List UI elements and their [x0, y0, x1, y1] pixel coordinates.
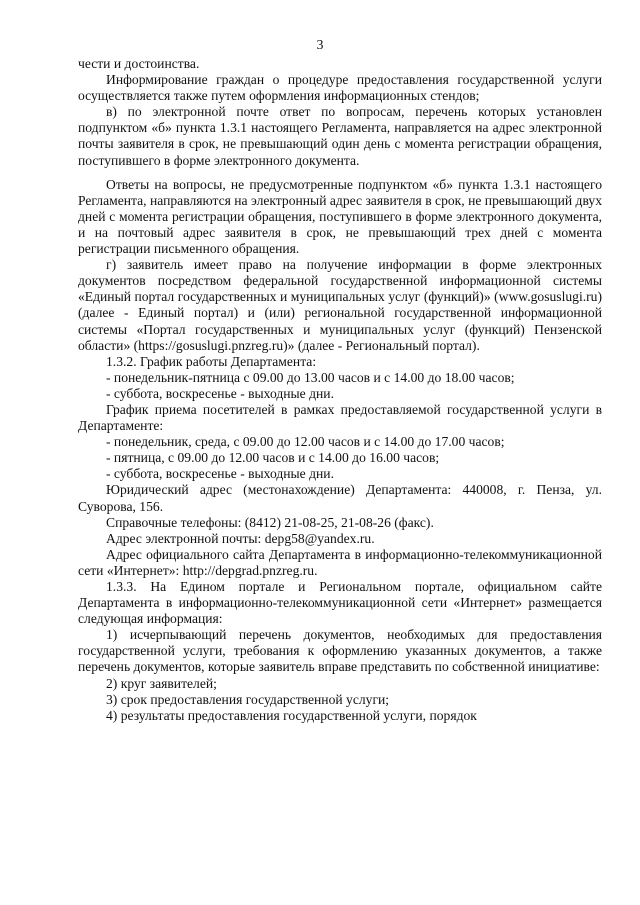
paragraph: Справочные телефоны: (8412) 21-08-25, 21-08-26 (факс).: [106, 514, 434, 530]
paragraph: 1.3.2. График работы Департамента:: [106, 353, 317, 369]
document-body: [78, 56, 602, 724]
paragraph: Адрес электронной почты: depg58@yandex.ru.: [106, 530, 375, 546]
paragraph: Адрес официального сайта Департамента в информационно-телекоммуникационной сети «Интернет»: http://depgrad.pnzreg.ru.: [78, 546, 602, 578]
paragraph: 2) круг заявителей;: [106, 675, 217, 691]
paragraph: График приема посетителей в рамках предоставляемой государственной услуги в Департаменте:: [78, 401, 602, 434]
paragraph: - суббота, воскресенье - выходные дни.: [106, 466, 334, 482]
paragraph: г) заявитель имеет право на получение информации в форме электронных документов посредством федеральной государственной информационной системы «Единый портал государственных и муниципальных услуг (функций)» (www.gosuslugi.ru) (далее - Единый портал) и (или) региональной государственной информационной системы «Портал государственных и муниципальных услуг (функций) Пензенской области» (https://gosuslugi.pnzreg.ru)» (далее - Региональный портал).: [78, 257, 602, 353]
paragraph: 1) исчерпывающий перечень документов, необходимых для предоставления государственной услуги, требования к оформлению указанных документов, а также перечень документов, которые заявитель вправе представить по собственной инициативе:: [78, 627, 602, 675]
paragraph: Информирование граждан о процедуре предоставления государственной услуги осуществляется также путем оформления информационных стендов;: [78, 72, 602, 104]
paragraph: Ответы на вопросы, не предусмотренные подпунктом «б» пункта 1.3.1 настоящего Регламента, направляются на электронный адрес заявителя в срок, не превышающий двух дней с момента регистрации обращения, поступившего в форме электронного документа, и на почтовый адрес заявителя в срок, не превышающий трех дней с момента регистрации письменного обращения.: [78, 176, 602, 257]
paragraph: 1.3.3. На Едином портале и Региональном портале, официальном сайте Департамента в информационно-телекоммуникационной сети «Интернет» размещается следующая информация:: [78, 579, 602, 627]
paragraph: - суббота, воскресенье - выходные дни.: [106, 385, 334, 401]
paragraph: Юридический адрес (местонахождение) Департамента: 440008, г. Пенза, ул. Суворова, 156.: [78, 482, 602, 514]
page-number: 3: [316, 38, 324, 53]
paragraph: 3) срок предоставления государственной услуги;: [106, 691, 390, 707]
paragraph: в) по электронной почте ответ по вопросам, перечень которых установлен подпунктом «б» пункта 1.3.1 настоящего Регламента, направляется на адрес электронной почты заявителя в срок, не превышающий один день с момента регистрации обращения, поступившего в форме электронного документа.: [78, 104, 602, 168]
paragraph: 4) результаты предоставления государственной услуги, порядок: [106, 707, 477, 723]
paragraph: - понедельник-пятница с 09.00 до 13.00 часов и с 14.00 до 18.00 часов;: [106, 369, 515, 385]
paragraph: - понедельник, среда, с 09.00 до 12.00 часов и с 14.00 до 17.00 часов;: [106, 434, 505, 450]
paragraph: чести и достоинства.: [78, 56, 200, 71]
paragraph: - пятница, с 09.00 до 12.00 часов и с 14.00 до 16.00 часов;: [106, 450, 440, 466]
